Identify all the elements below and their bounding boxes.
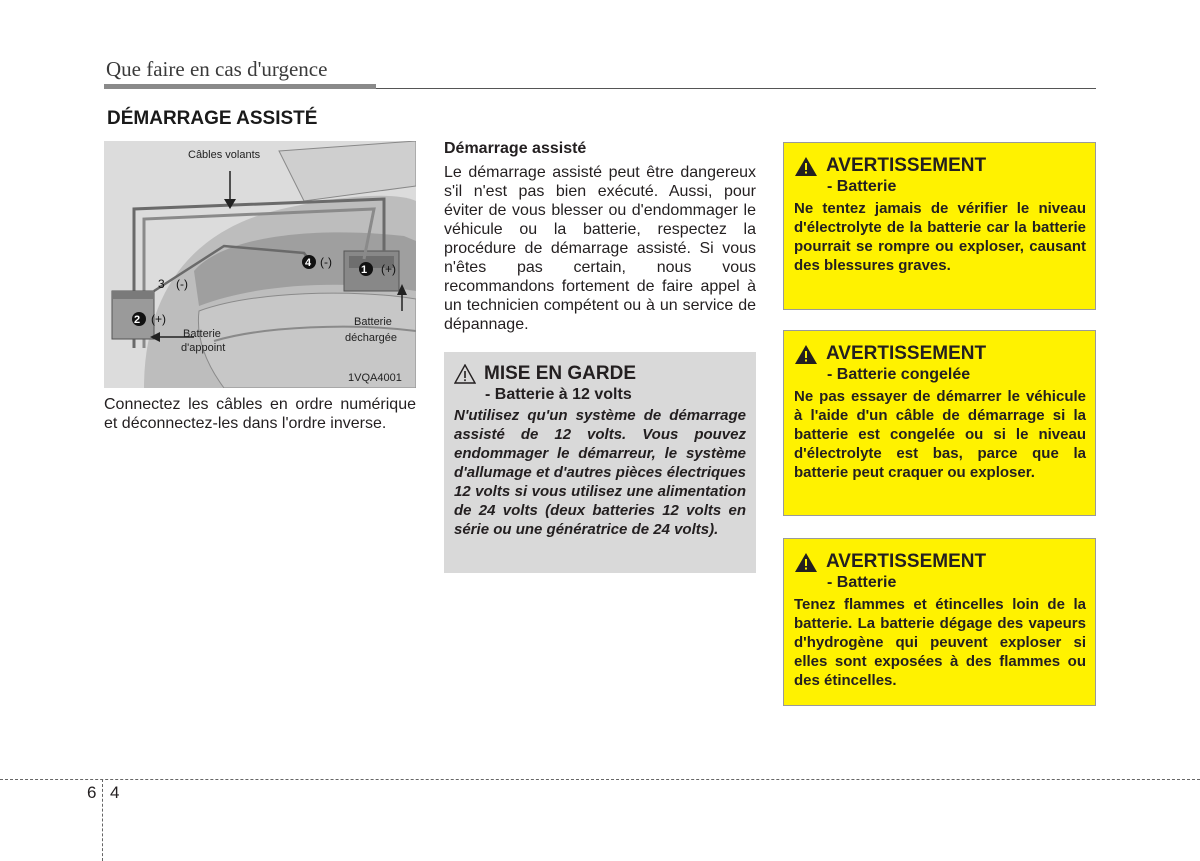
marker-1: 1	[360, 264, 368, 276]
chapter-title: Que faire en cas d'urgence	[106, 57, 328, 81]
footer-dashed-rule	[0, 779, 1200, 780]
header-rule-thin	[376, 88, 1096, 89]
warning-title: AVERTISSEMENT	[826, 343, 987, 364]
figure-code: 1VQA4001	[348, 372, 402, 384]
label-discharged-battery-line1: Batterie	[354, 316, 392, 328]
label-jumper-cables: Câbles volants	[188, 149, 261, 161]
warning-subtitle: - Batterie congelée	[827, 366, 971, 383]
warning-triangle-icon	[794, 344, 818, 365]
warning-box-frozen-battery	[783, 330, 1096, 516]
warning-box-battery-electrolyte	[783, 142, 1096, 310]
section-title: DÉMARRAGE ASSISTÉ	[107, 108, 318, 129]
warning-text: Ne pas essayer de démarrer le véhicule à l'aide d'un câble de démarrage si la batterie est congelée ou si le niveau d'électrolyte est bas, parce que la batterie peut craquer ou exploser.	[794, 388, 1086, 481]
jump-start-illustration	[104, 141, 416, 388]
marker-4: 4	[304, 257, 312, 269]
column2-body: Le démarrage assisté peut être dangereux s'il n'est pas bien exécuté. Aussi, pour éviter de vous blesser ou d'endommager le véhicule ou la batterie, respectez la procédure de démarrage assisté. Si vous n'êtes pas certain, nous vous recommandons fortement de faire appel à un technicien compétent ou à un service de dépannage.	[444, 164, 756, 333]
footer-chapter-number: 6	[87, 783, 97, 802]
footer-dashed-divider	[102, 779, 103, 861]
warning-text: Tenez flammes et étincelles loin de la batterie. La batterie dégage des vapeurs d'hydrogène qui peuvent exploser si elles sont exposées à des flammes ou des étincelles.	[794, 596, 1086, 689]
header-rule-thick	[104, 84, 376, 89]
marker-2: 2	[133, 314, 141, 326]
label-discharged-battery-line2: déchargée	[345, 332, 397, 344]
footer-page-number: 4	[110, 783, 120, 802]
marker-1-sign: (+)	[381, 262, 396, 276]
warning-subtitle: - Batterie	[827, 574, 897, 591]
caution-box	[444, 352, 756, 573]
marker-3: 3	[158, 277, 165, 291]
warning-box-battery-sparks	[783, 538, 1096, 706]
column2-heading: Démarrage assisté	[444, 140, 587, 157]
marker-3-sign: (-)	[176, 277, 188, 291]
caution-triangle-icon	[454, 364, 476, 384]
marker-4-sign: (-)	[320, 255, 332, 269]
caution-text: N'utilisez qu'un système de démarrage assisté de 12 volts. Vous pouvez endommager le démarreur, le système d'allumage et d'autres pièces électriques 12 volts si vous utilisez une alimentation de 24 volts (deux batteries 12 volts en série ou une génératrice de 24 volts).	[454, 407, 746, 538]
warning-text: Ne tentez jamais de vérifier le niveau d'électrolyte de la batterie car la batterie pourrait se rompre ou exploser, causant des blessures graves.	[794, 200, 1086, 274]
caution-subtitle: - Batterie à 12 volts	[485, 386, 632, 403]
marker-2-sign: (+)	[151, 312, 166, 326]
label-booster-battery-line1: Batterie	[183, 328, 221, 340]
figure-caption: Connectez les câbles en ordre numérique et déconnectez-les dans l'ordre inverse.	[104, 396, 416, 432]
warning-triangle-icon	[794, 552, 818, 573]
warning-triangle-icon	[794, 156, 818, 177]
warning-title: AVERTISSEMENT	[826, 551, 987, 572]
warning-subtitle: - Batterie	[827, 178, 897, 195]
warning-title: AVERTISSEMENT	[826, 155, 987, 176]
label-booster-battery-line2: d'appoint	[181, 342, 226, 354]
caution-title: MISE EN GARDE	[484, 363, 637, 384]
